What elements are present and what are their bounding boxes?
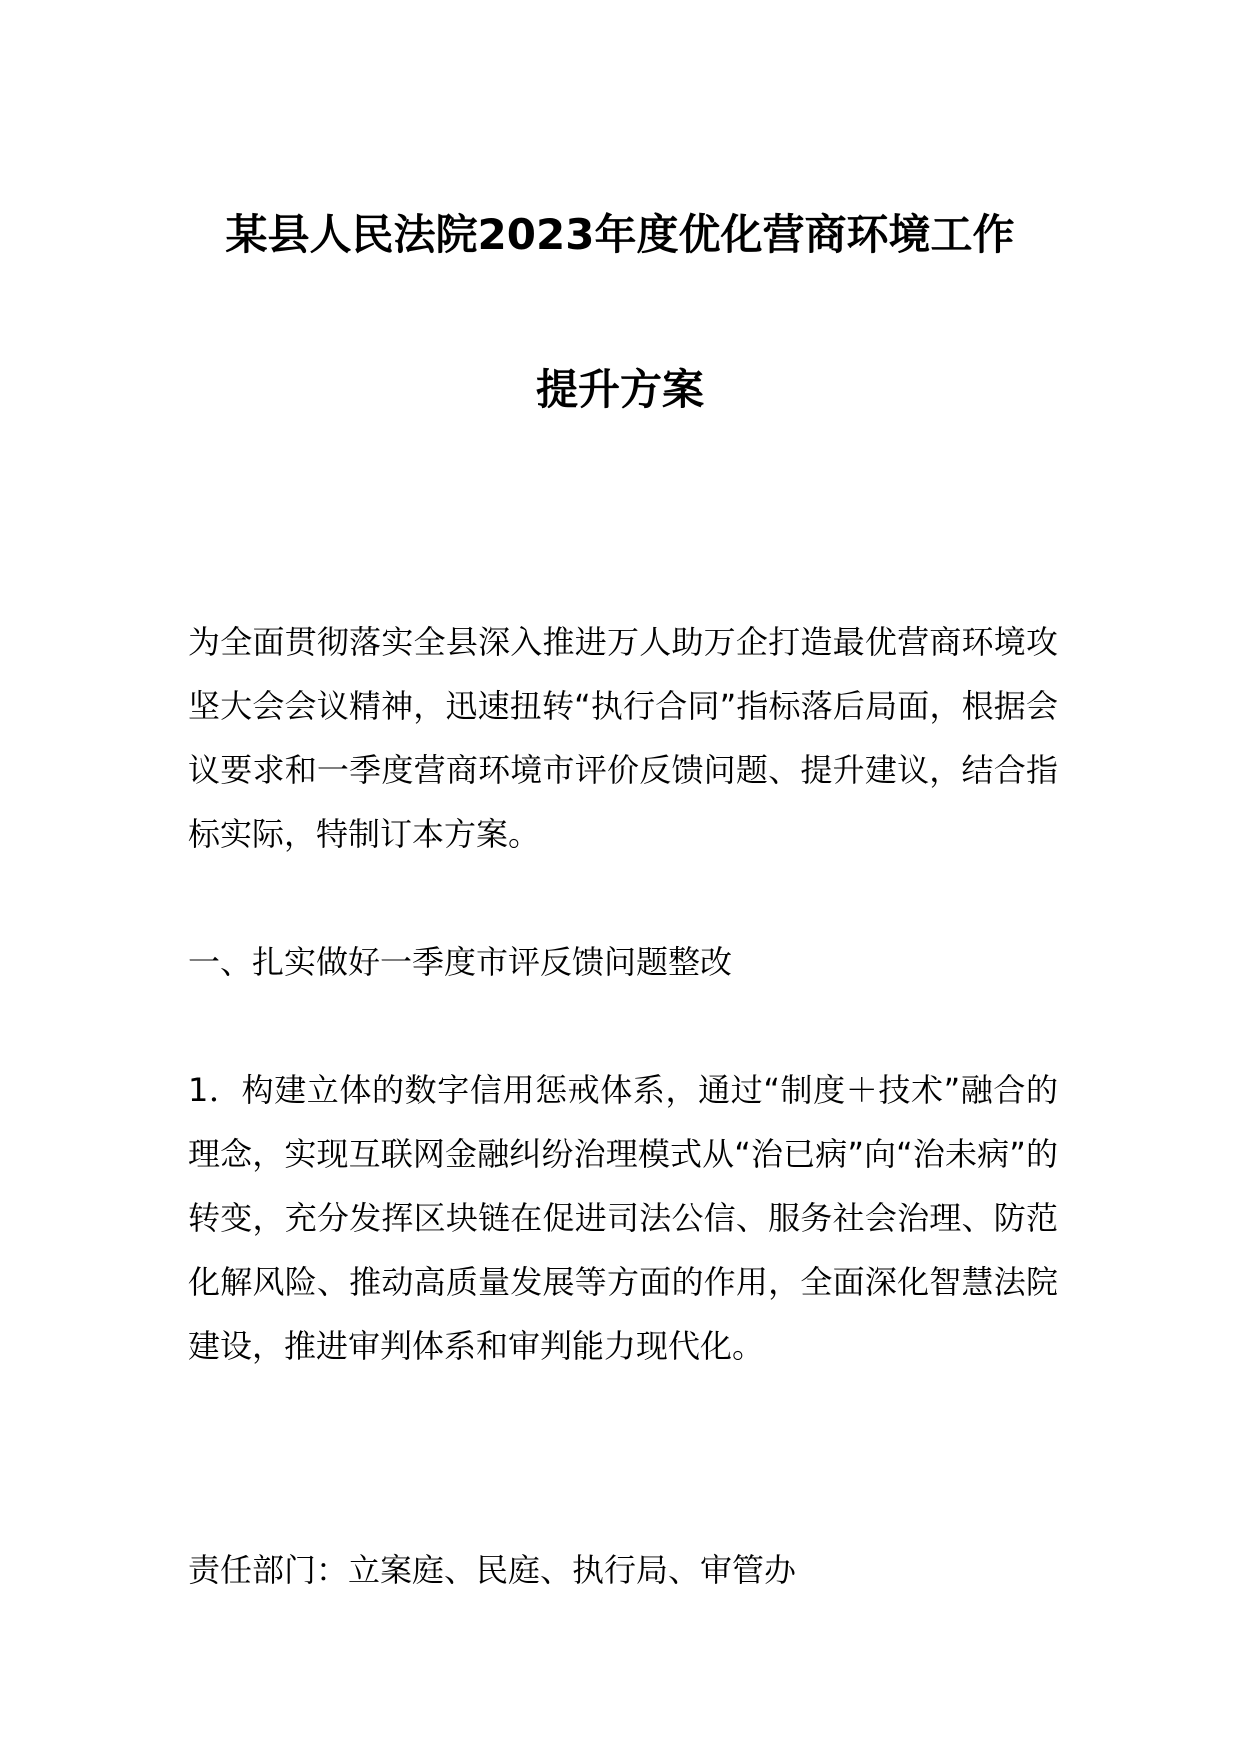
section-1-heading: 一、扎实做好一季度市评反馈问题整改 — [188, 943, 733, 981]
document-title-line-1: 某县人民法院2023年度优化营商环境工作 — [225, 210, 1015, 259]
item-1-paragraph: 1．构建立体的数字信用惩戒体系，通过“制度＋技术”融合的理念，实现互联网金融纠纷治理模式从“治已病”向“治未病”的转变，充分发挥区块链在促进司法公信、服务社会治理、防范化解风险、推动高质量发展等方面的作用，全面深化智慧法院建设，推进审判体系和审判能力现代化。 — [188, 1071, 1058, 1365]
document-title-line-2: 提升方案 — [535, 365, 704, 414]
responsible-departments: 责任部门：立案庭、民庭、执行局、审管办 — [188, 1551, 797, 1589]
intro-paragraph: 为全面贯彻落实全县深入推进万人助万企打造最优营商环境攻坚大会会议精神，迅速扭转“执行合同”指标落后局面，根据会议要求和一季度营商环境市评价反馈问题、提升建议，结合指标实际，特制订本方案。 — [188, 623, 1058, 853]
